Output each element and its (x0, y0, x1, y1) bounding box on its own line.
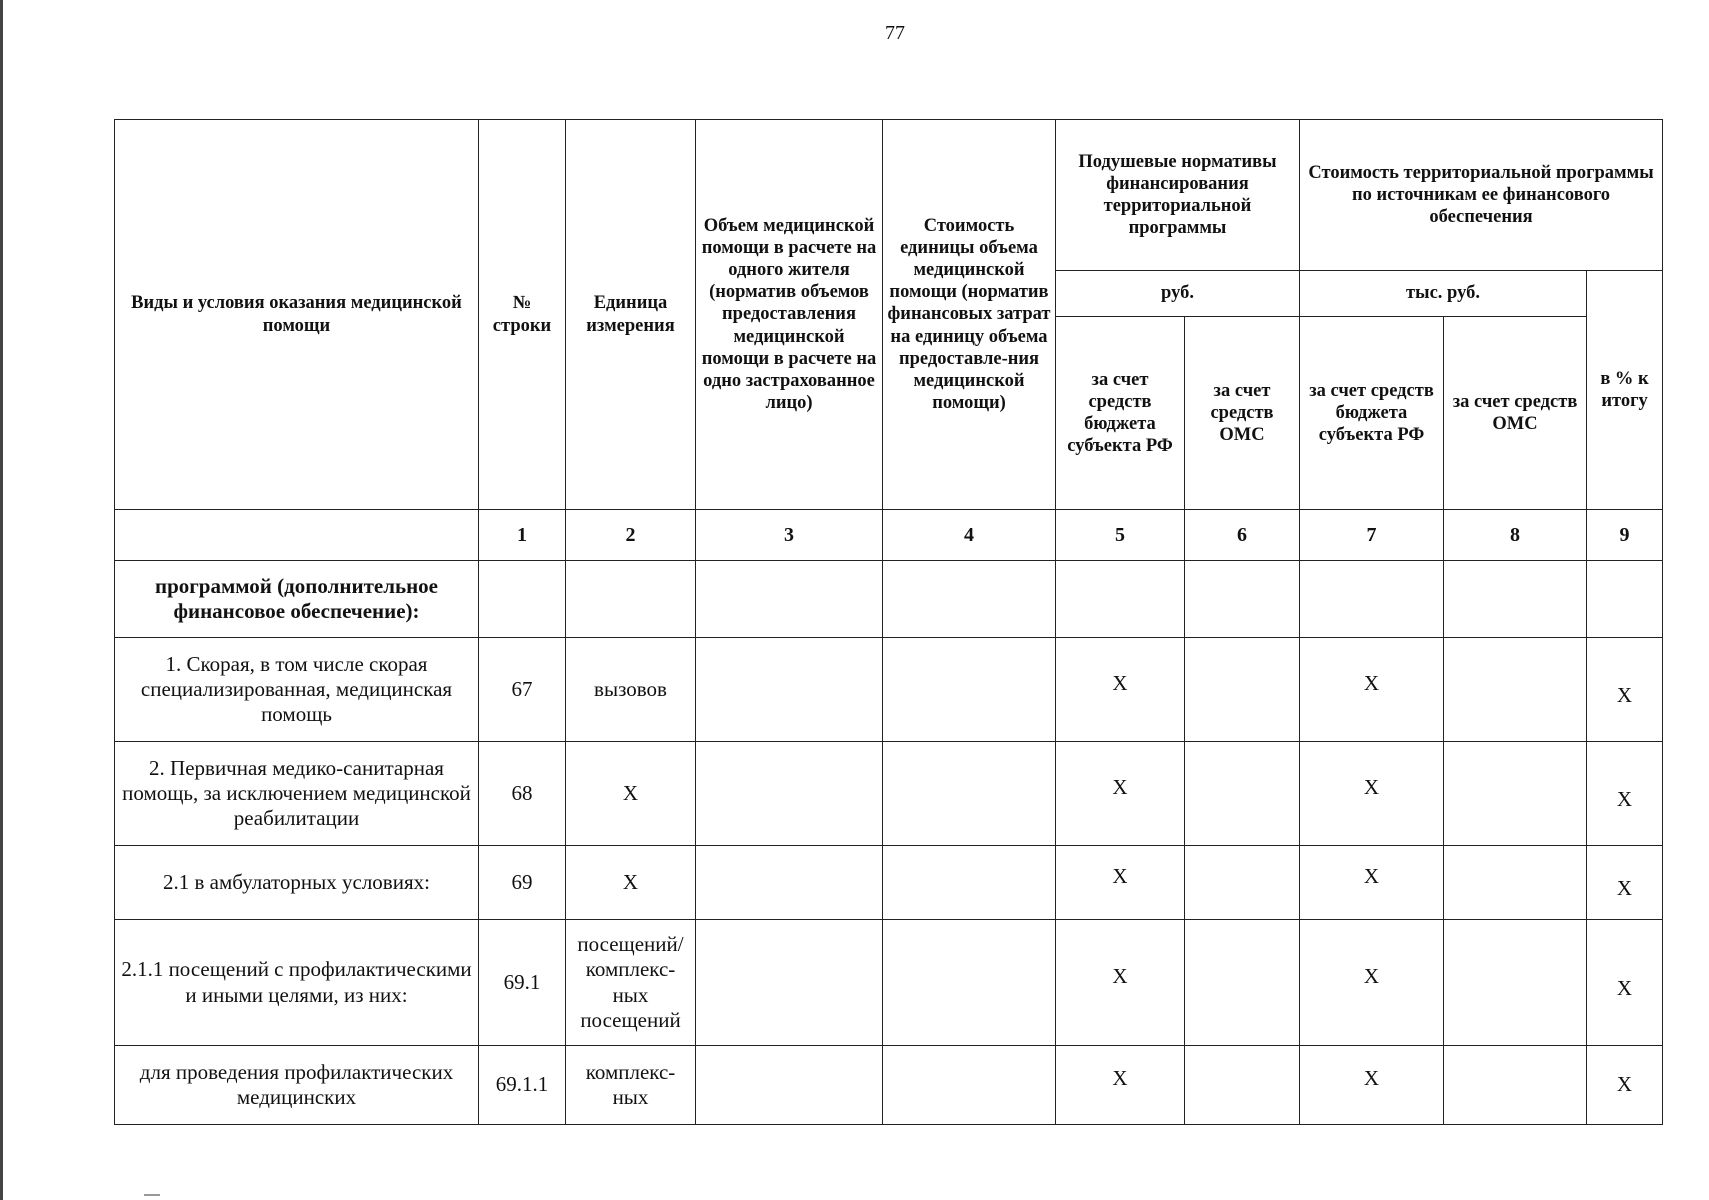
table-row (115, 1046, 1663, 1125)
header-regional-budget-rub: за счет средств бюджета субъекта РФ (1056, 317, 1185, 510)
row-name: 2.1 в амбулаторных условиях: (115, 846, 479, 920)
row-regional-budget-thousand: X (1300, 846, 1444, 920)
table-row (115, 846, 1663, 920)
column-number: 6 (1185, 510, 1300, 561)
row-number: 69.1.1 (479, 1046, 566, 1125)
row-name: 2. Первичная медико-санитарная помощь, за исключением медицинской реабилитации (115, 742, 479, 846)
row-volume (696, 638, 883, 742)
row-oms-rub (1185, 561, 1300, 638)
header-oms-rub: за счет средств ОМС (1185, 317, 1300, 510)
scan-mark (144, 1194, 160, 1196)
column-number: 7 (1300, 510, 1444, 561)
row-regional-budget-thousand: X (1300, 920, 1444, 1046)
table-row (115, 638, 1663, 742)
header-percent-total: в % к итогу (1587, 271, 1663, 510)
row-name: 2.1.1 посещений с профилактическими и иными целями, из них: (115, 920, 479, 1046)
row-unit-cost (883, 1046, 1056, 1125)
row-name: программой (дополнительное финансовое обеспечение): (115, 561, 479, 638)
column-number: 8 (1444, 510, 1587, 561)
column-number-row (115, 510, 1663, 561)
row-regional-budget-thousand: X (1300, 742, 1444, 846)
header-row-number: № строки (479, 120, 566, 510)
row-regional-budget-rub (1056, 561, 1185, 638)
row-percent-total: X (1587, 638, 1663, 742)
row-number: 68 (479, 742, 566, 846)
row-unit: X (566, 846, 696, 920)
row-name: для проведения профилактических медицинских (115, 1046, 479, 1125)
row-percent-total: X (1587, 920, 1663, 1046)
header-unit-rub: руб. (1056, 271, 1300, 317)
row-percent-total: X (1587, 1046, 1663, 1125)
row-regional-budget-rub: X (1056, 1046, 1185, 1125)
row-unit (566, 561, 696, 638)
row-number: 67 (479, 638, 566, 742)
row-percent-total: X (1587, 742, 1663, 846)
row-regional-budget-rub: X (1056, 846, 1185, 920)
row-oms-rub (1185, 846, 1300, 920)
column-number-blank (115, 510, 479, 561)
row-number: 69.1 (479, 920, 566, 1046)
page-number: 77 (885, 22, 905, 44)
row-unit-cost (883, 742, 1056, 846)
row-oms-rub (1185, 920, 1300, 1046)
row-regional-budget-thousand: X (1300, 638, 1444, 742)
column-number: 9 (1587, 510, 1663, 561)
header-unit-cost: Стоимость единицы объема медицинской помощи (норматив финансовых затрат на единицу объема предоставле-ния медицинской помощи) (883, 120, 1056, 510)
row-regional-budget-rub: X (1056, 638, 1185, 742)
column-number: 5 (1056, 510, 1185, 561)
row-unit: комплекс-ных (566, 1046, 696, 1125)
row-unit: посещений/ комплекс-ных посещений (566, 920, 696, 1046)
header-regional-budget-thousand: за счет средств бюджета субъекта РФ (1300, 317, 1444, 510)
column-number: 3 (696, 510, 883, 561)
row-percent-total: X (1587, 846, 1663, 920)
row-oms-rub (1185, 638, 1300, 742)
row-volume (696, 561, 883, 638)
row-unit-cost (883, 638, 1056, 742)
row-percent-total (1587, 561, 1663, 638)
row-unit-cost (883, 920, 1056, 1046)
row-oms-thousand (1444, 638, 1587, 742)
row-regional-budget-rub: X (1056, 920, 1185, 1046)
header-unit: Единица измерения (566, 120, 696, 510)
row-oms-thousand (1444, 846, 1587, 920)
row-regional-budget-thousand (1300, 561, 1444, 638)
row-number: 69 (479, 846, 566, 920)
row-unit: вызовов (566, 638, 696, 742)
row-oms-thousand (1444, 1046, 1587, 1125)
row-name: 1. Скорая, в том числе скорая специализированная, медицинская помощь (115, 638, 479, 742)
header-per-capita-group: Подушевые нормативы финансирования территориальной программы (1056, 120, 1300, 271)
row-oms-thousand (1444, 561, 1587, 638)
row-oms-thousand (1444, 742, 1587, 846)
table-row (115, 561, 1663, 638)
row-regional-budget-rub: X (1056, 742, 1185, 846)
header-oms-thousand: за счет средств ОМС (1444, 317, 1587, 510)
column-number: 2 (566, 510, 696, 561)
column-number: 4 (883, 510, 1056, 561)
row-volume (696, 1046, 883, 1125)
header-unit-thousand-rub: тыс. руб. (1300, 271, 1587, 317)
row-oms-thousand (1444, 920, 1587, 1046)
row-oms-rub (1185, 1046, 1300, 1125)
row-unit-cost (883, 561, 1056, 638)
header-cost-group: Стоимость территориальной программы по источникам ее финансового обеспечения (1300, 120, 1663, 271)
header-volume: Объем медицинской помощи в расчете на одного жителя (норматив объемов предоставления медицинской помощи в расчете на одно застрахованное лицо) (696, 120, 883, 510)
row-volume (696, 846, 883, 920)
table-row (115, 742, 1663, 846)
row-unit: X (566, 742, 696, 846)
row-number (479, 561, 566, 638)
row-oms-rub (1185, 742, 1300, 846)
row-regional-budget-thousand: X (1300, 1046, 1444, 1125)
header-service-type: Виды и условия оказания медицинской помощи (115, 120, 479, 510)
financing-table (114, 119, 1663, 1125)
row-unit-cost (883, 846, 1056, 920)
row-volume (696, 920, 883, 1046)
row-volume (696, 742, 883, 846)
table-row (115, 920, 1663, 1046)
column-number: 1 (479, 510, 566, 561)
page-left-border (0, 0, 3, 1200)
